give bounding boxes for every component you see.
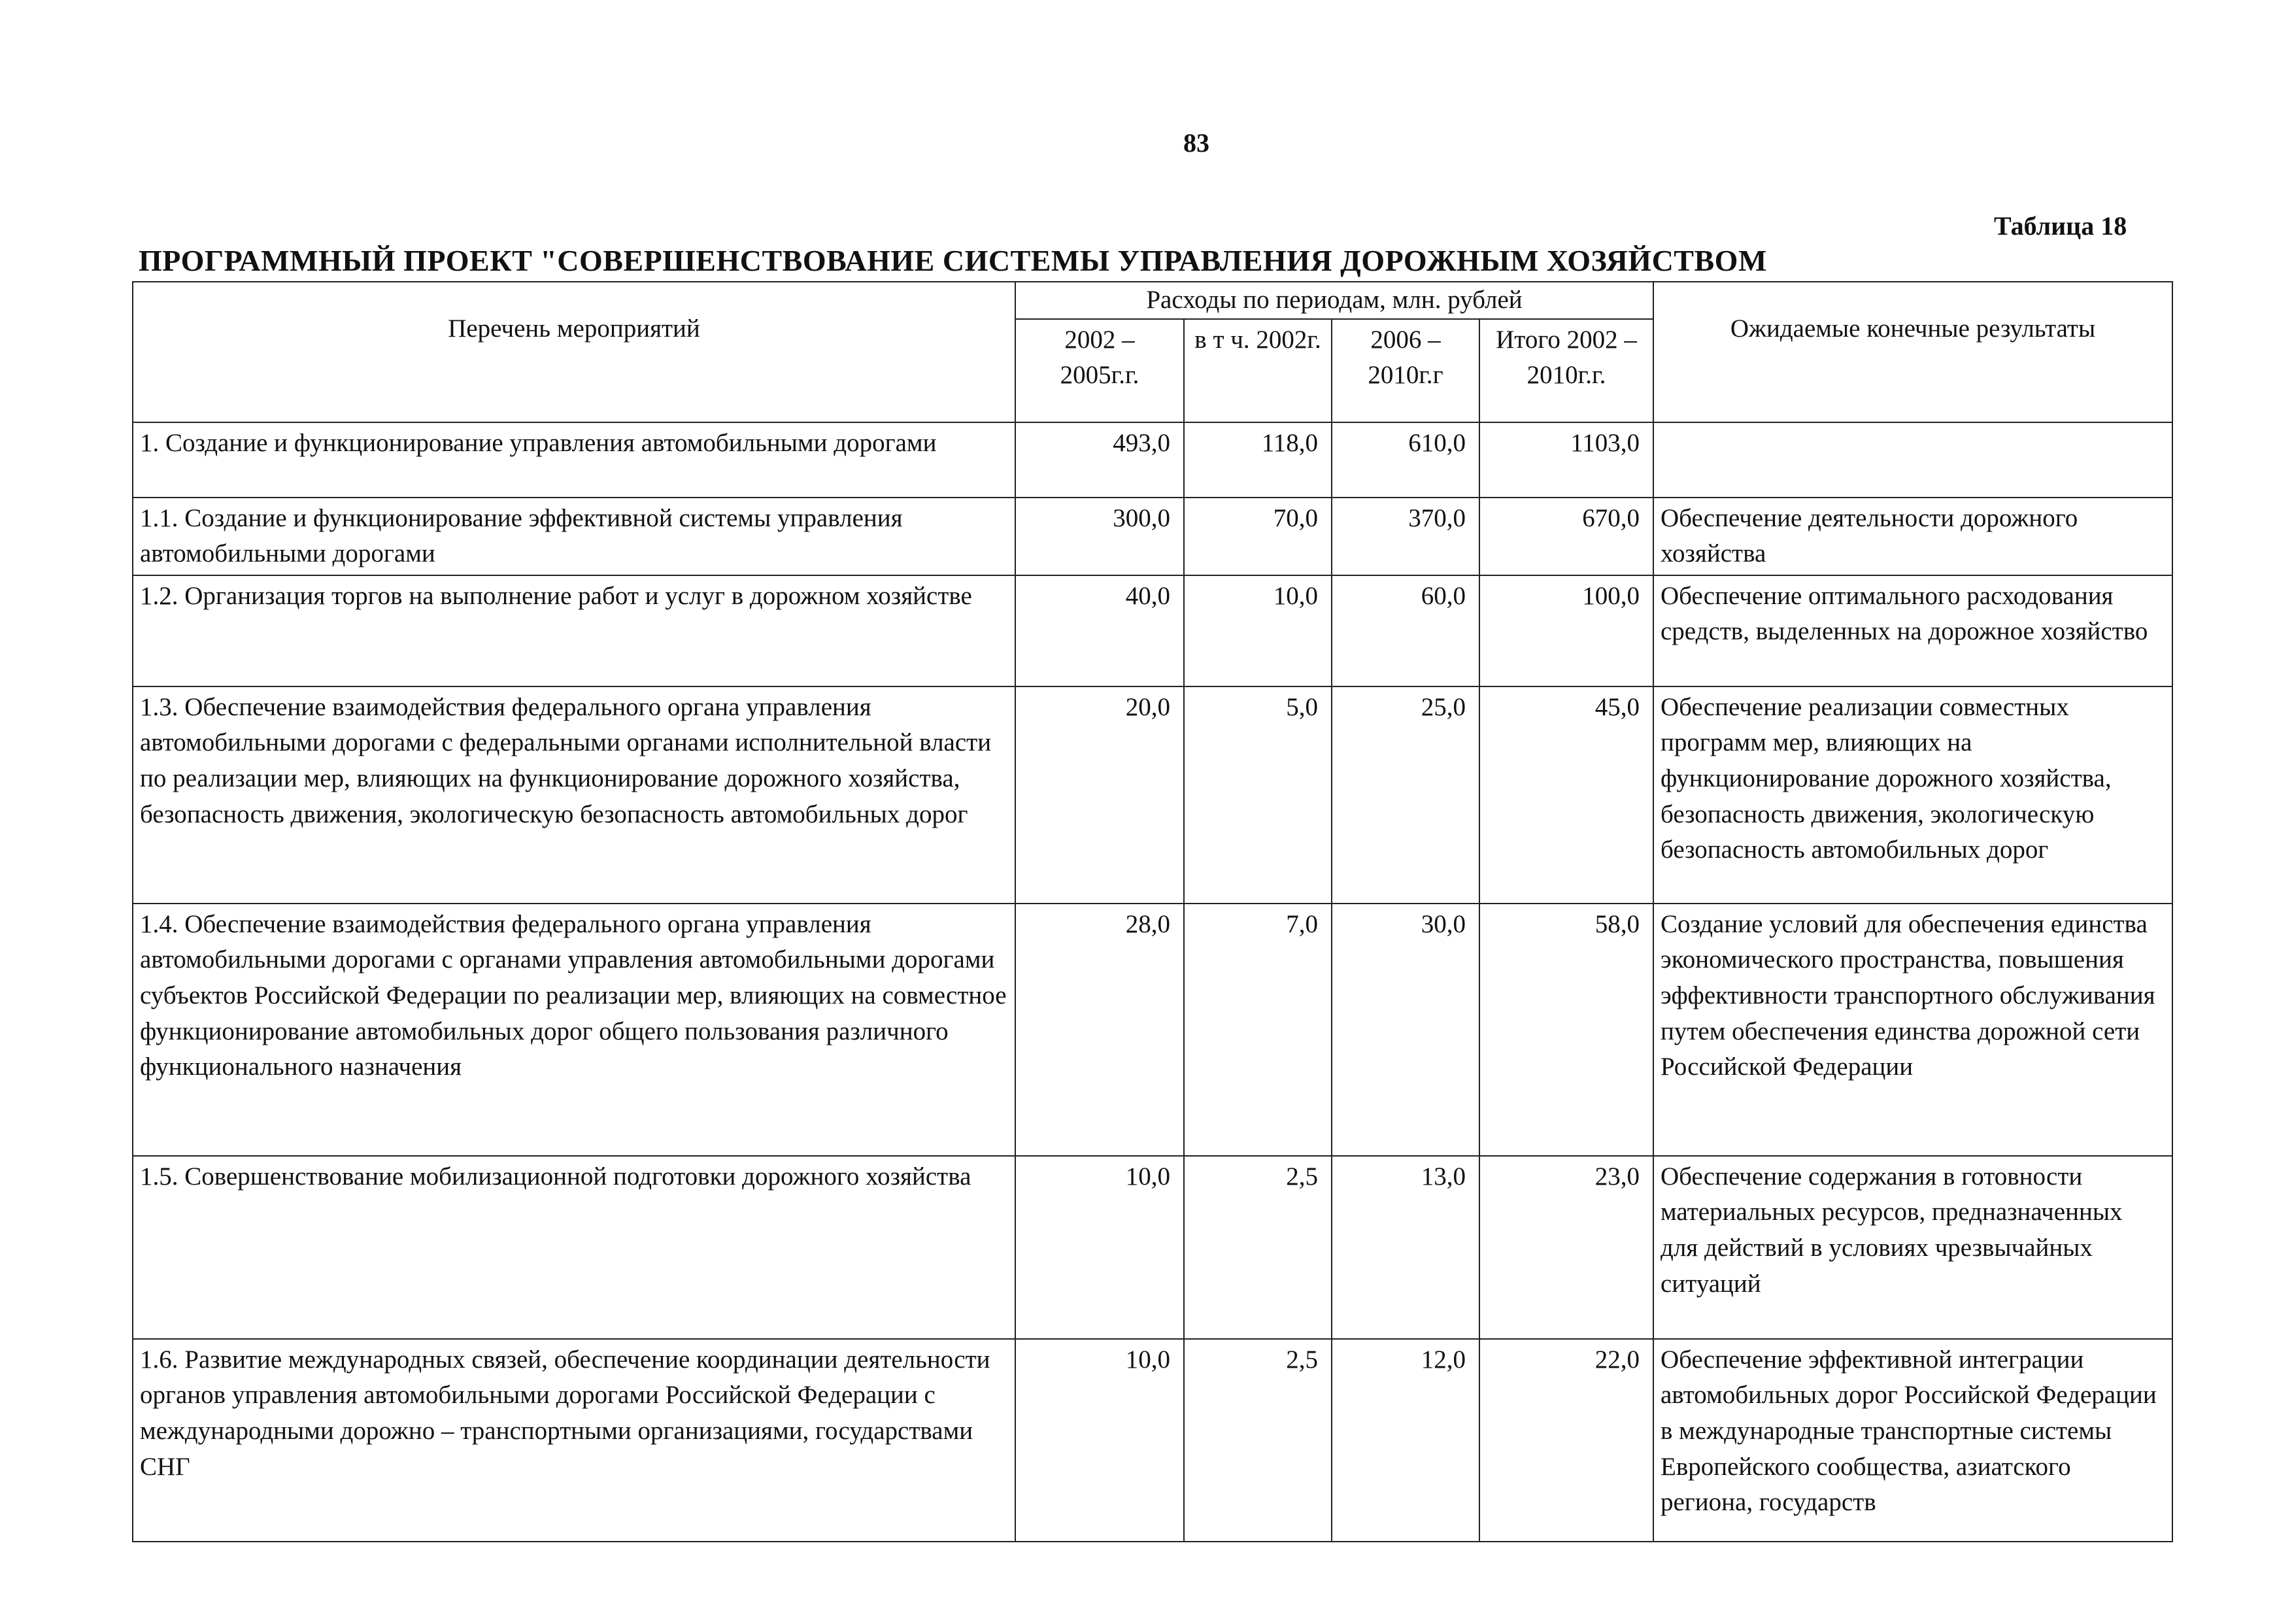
- value-incl-2002: 70,0: [1184, 498, 1332, 575]
- value-2006-2010: 12,0: [1332, 1339, 1479, 1542]
- expected-result: Создание условий для обеспечения единства экономического пространства, повышения эффективности транспортного обслуживания путем обеспечения единства дорожной сети Российской Федерации: [1653, 904, 2172, 1156]
- measure-name: 1. Создание и функционирование управления автомобильными дорогами: [133, 422, 1015, 498]
- value-2006-2010: 13,0: [1332, 1156, 1479, 1339]
- header-total: Итого 2002 – 2010г.г.: [1479, 319, 1653, 422]
- table-header-row: [133, 282, 2172, 319]
- value-2002-2005: 28,0: [1015, 904, 1184, 1156]
- expected-result: Обеспечение содержания в готовности материальных ресурсов, предназначенных для действий в условиях чрезвычайных ситуаций: [1653, 1156, 2172, 1339]
- value-2006-2010: 60,0: [1332, 575, 1479, 686]
- value-2002-2005: 10,0: [1015, 1339, 1184, 1542]
- header-2002-2005: 2002 – 2005г.г.: [1015, 319, 1184, 422]
- value-incl-2002: 2,5: [1184, 1339, 1332, 1542]
- header-2006-2010: 2006 – 2010г.г: [1332, 319, 1479, 422]
- value-incl-2002: 2,5: [1184, 1156, 1332, 1339]
- table-row: [133, 1339, 2172, 1542]
- program-table: [132, 281, 2173, 1542]
- header-results-text: Ожидаемые конечные результаты: [1730, 314, 2096, 343]
- header-expenses-group: Расходы по периодам, млн. рублей: [1015, 282, 1653, 319]
- measure-name: 1.4. Обеспечение взаимодействия федерального органа управления автомобильными дорогами с органами управления автомобильными дорогами субъектов Российской Федерации по реализации мер, влияющих на совместное функционирование автомобильных дорог общего пользования различного функционального назначения: [133, 904, 1015, 1156]
- value-total: 1103,0: [1479, 422, 1653, 498]
- value-2006-2010: 610,0: [1332, 422, 1479, 498]
- value-total: 58,0: [1479, 904, 1653, 1156]
- measure-name: 1.1. Создание и функционирование эффективной системы управления автомобильными дорогами: [133, 498, 1015, 575]
- expected-result: Обеспечение деятельности дорожного хозяйства: [1653, 498, 2172, 575]
- value-total: 23,0: [1479, 1156, 1653, 1339]
- header-incl-2002: в т ч. 2002г.: [1184, 319, 1332, 422]
- value-2002-2005: 10,0: [1015, 1156, 1184, 1339]
- expected-result: [1653, 422, 2172, 498]
- table-row: [133, 904, 2172, 1156]
- table-row: [133, 1156, 2172, 1339]
- measure-name: 1.2. Организация торгов на выполнение работ и услуг в дорожном хозяйстве: [133, 575, 1015, 686]
- value-2002-2005: 493,0: [1015, 422, 1184, 498]
- value-2006-2010: 30,0: [1332, 904, 1479, 1156]
- value-incl-2002: 5,0: [1184, 686, 1332, 904]
- value-total: 670,0: [1479, 498, 1653, 575]
- header-results: [1653, 282, 2172, 422]
- header-measures-text: Перечень мероприятий: [448, 314, 700, 343]
- value-incl-2002: 118,0: [1184, 422, 1332, 498]
- value-total: 100,0: [1479, 575, 1653, 686]
- expected-result: Обеспечение эффективной интеграции автомобильных дорог Российской Федерации в международные транспортные системы Европейского сообщества, азиатского региона, государств: [1653, 1339, 2172, 1542]
- table-label: Таблица 18: [1994, 211, 2127, 241]
- value-total: 45,0: [1479, 686, 1653, 904]
- measure-name: 1.6. Развитие международных связей, обеспечение координации деятельности органов управления автомобильными дорогами Российской Федерации с международными дорожно – транспортными организациями, государствами СНГ: [133, 1339, 1015, 1542]
- value-2002-2005: 300,0: [1015, 498, 1184, 575]
- value-incl-2002: 7,0: [1184, 904, 1332, 1156]
- expected-result: Обеспечение оптимального расходования средств, выделенных на дорожное хозяйство: [1653, 575, 2172, 686]
- value-total: 22,0: [1479, 1339, 1653, 1542]
- value-2002-2005: 40,0: [1015, 575, 1184, 686]
- value-incl-2002: 10,0: [1184, 575, 1332, 686]
- table-row: [133, 498, 2172, 575]
- value-2006-2010: 370,0: [1332, 498, 1479, 575]
- table-row: [133, 686, 2172, 904]
- table-row: [133, 575, 2172, 686]
- measure-name: 1.3. Обеспечение взаимодействия федерального органа управления автомобильными дорогами с федеральными органами исполнительной власти по реализации мер, влияющих на функционирование дорожного хозяйства, безопасность движения, экологическую безопасность автомобильных дорог: [133, 686, 1015, 904]
- table-row: [133, 422, 2172, 498]
- page-number: 83: [1183, 128, 1209, 158]
- header-measures: [133, 282, 1015, 422]
- document-title: ПРОГРАММНЫЙ ПРОЕКТ "СОВЕРШЕНСТВОВАНИЕ СИСТЕМЫ УПРАВЛЕНИЯ ДОРОЖНЫМ ХОЗЯЙСТВОМ: [139, 244, 1767, 277]
- value-2006-2010: 25,0: [1332, 686, 1479, 904]
- expected-result: Обеспечение реализации совместных программ мер, влияющих на функционирование дорожного хозяйства, безопасность движения, экологическую безопасность автомобильных дорог: [1653, 686, 2172, 904]
- measure-name: 1.5. Совершенствование мобилизационной подготовки дорожного хозяйства: [133, 1156, 1015, 1339]
- value-2002-2005: 20,0: [1015, 686, 1184, 904]
